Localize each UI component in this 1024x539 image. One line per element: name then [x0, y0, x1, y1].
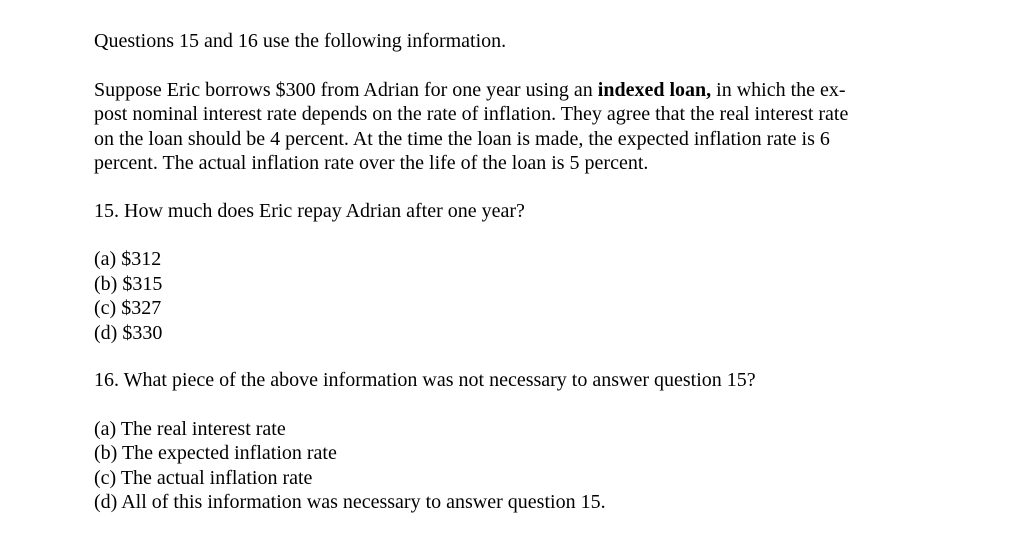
question-15: 15. How much does Eric repay Adrian after one year?	[94, 199, 525, 222]
q16-option-b: (b) The expected inflation rate	[94, 442, 337, 464]
scenario-line-1-start: Suppose Eric borrows $300 from Adrian for one year using an	[94, 78, 598, 101]
question-16: 16. What piece of the above information was not necessary to answer question 15?	[94, 369, 756, 391]
q15-option-a: (a) $312	[94, 248, 162, 270]
q16-option-a: (a) The real interest rate	[94, 417, 286, 440]
scenario-line-1-end: in which the ex-	[711, 78, 846, 101]
q15-option-d: (d) $330	[94, 321, 163, 344]
document-page	[94, 29, 974, 538]
scenario-paragraph	[94, 78, 974, 176]
intro-text: Questions 15 and 16 use the following information.	[94, 30, 507, 52]
scenario-line-1	[94, 78, 974, 103]
scenario-line-2: post nominal interest rate depends on the rate of inflation. They agree that the real interest rate	[94, 103, 849, 125]
question-15-options	[94, 247, 974, 345]
q15-option-c: (c) $327	[94, 297, 162, 319]
q16-option-c: (c) The actual inflation rate	[94, 466, 313, 489]
scenario-line-3: on the loan should be 4 percent. At the time the loan is made, the expected inflation rate is 6	[94, 127, 830, 150]
q15-option-b: (b) $315	[94, 272, 163, 295]
question-16-options	[94, 417, 974, 515]
q16-option-d: (d) All of this information was necessary to answer question 15.	[94, 491, 606, 513]
scenario-line-4: percent. The actual inflation rate over the life of the loan is 5 percent.	[94, 152, 649, 174]
indexed-loan-term: indexed loan,	[597, 78, 712, 101]
